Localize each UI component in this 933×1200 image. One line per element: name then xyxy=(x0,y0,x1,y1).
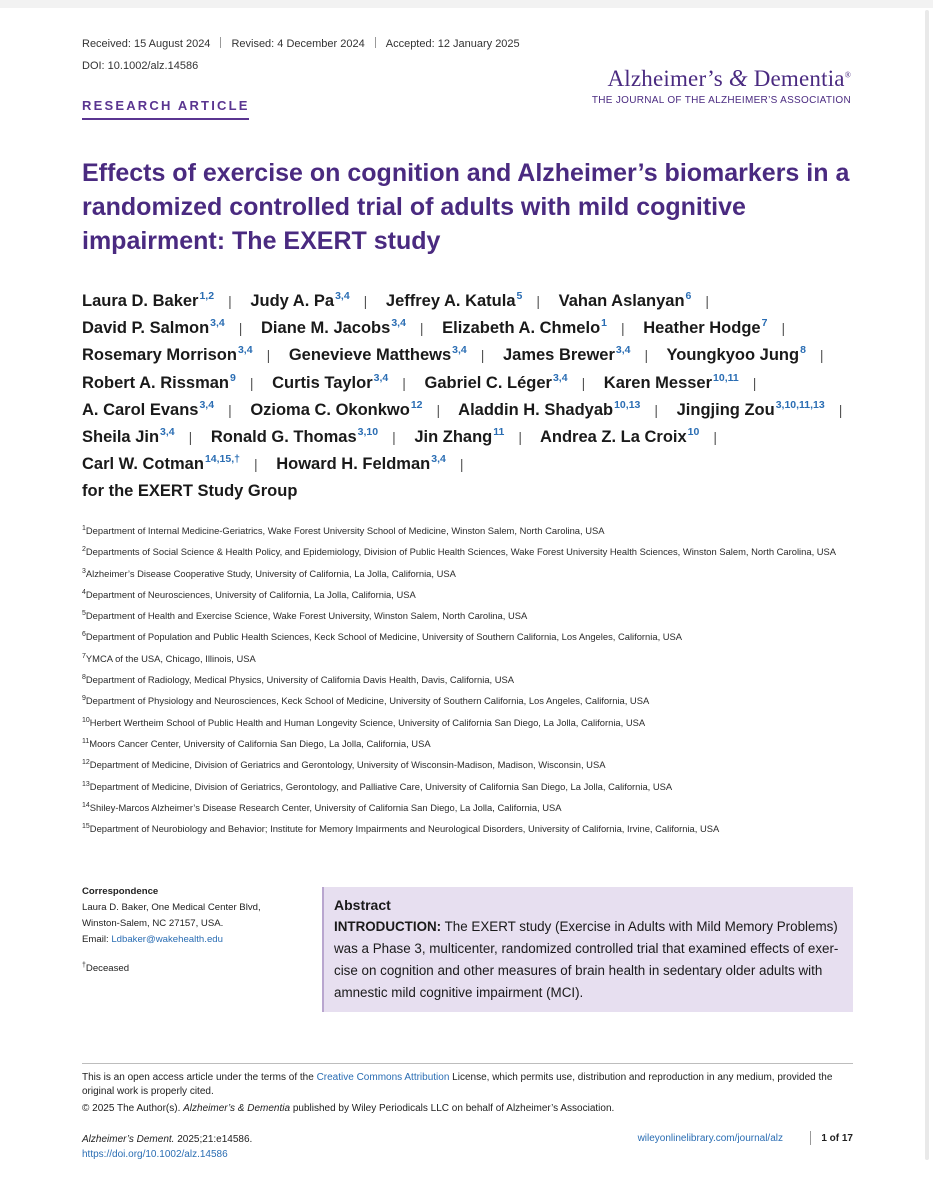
author-separator: | xyxy=(752,374,757,391)
author-separator: | xyxy=(781,320,786,337)
page-number: 1 of 17 xyxy=(821,1133,853,1144)
affiliation-item: $^1$Department of Internal Medicine-Geriatrics, Wake Forest University School of Medicine, Winston Salem, North Carolina, USA xyxy=(82,525,605,536)
author-name: Karen Messer$^{10,11}$ xyxy=(603,371,739,392)
journal-logo xyxy=(592,66,851,106)
author-name: Ronald G. Thomas$^{3,10}$ xyxy=(210,426,379,447)
author-separator: | xyxy=(266,347,271,364)
author-separator: | xyxy=(253,456,258,473)
author-name: Jingjing Zou$^{3,10,11,13}$ xyxy=(676,398,825,419)
author-affiliation-marker[interactable]: 14,15,† xyxy=(204,453,240,466)
author-separator: | xyxy=(188,429,193,446)
author-affiliation-marker[interactable]: 11 xyxy=(493,426,505,439)
author-separator: | xyxy=(238,320,243,337)
author-affiliation-marker[interactable]: 3,10,11,13 xyxy=(775,398,825,411)
author-affiliation-marker[interactable]: 3,4 xyxy=(452,344,467,357)
author-name: Rosemary Morrison$^{3,4}$ xyxy=(82,344,253,365)
article-type-underline xyxy=(82,118,249,120)
author-separator: | xyxy=(228,293,232,309)
affiliation-item: $^5$Department of Health and Exercise Science, Wake Forest University, Winston Salem, North Carolina, USA xyxy=(82,610,528,622)
affiliation-item: $^{13}$Department of Medicine, Division of Geriatrics, Gerontology, and Palliative Care, University of California San Diego, La Jolla, California, USA xyxy=(82,780,673,792)
author-separator: | xyxy=(536,293,540,309)
affiliation-item: $^{12}$Department of Medicine, Division of Geriatrics and Gerontology, University of Wisconsin-Madison, Madison, Wisconsin, USA xyxy=(82,759,606,771)
affiliation-item: $^4$Department of Neurosciences, University of California, La Jolla, California, USA xyxy=(82,588,416,600)
article-type: RESEARCH ARTICLE xyxy=(82,98,250,113)
correspondence-address: Laura D. Baker, One Medical Center Blvd, xyxy=(82,902,261,913)
author-separator: | xyxy=(392,429,396,446)
study-group: for the EXERT Study Group xyxy=(82,482,298,501)
affiliation-item: $^2$Departments of Social Science & Health Policy, and Epidemiology, Division of Public Health Sciences, Wake Forest University Health Sciences, Winston Salem, North Carolina, USA xyxy=(82,546,837,558)
author-name: Youngkyoo Jung$^8$ xyxy=(666,344,806,365)
date-separator xyxy=(375,37,376,48)
correspondence xyxy=(82,884,292,948)
affiliations-list xyxy=(82,524,852,843)
doi-link[interactable]: https://doi.org/10.1002/alz.14586 xyxy=(82,1148,228,1160)
author-name: Andrea Z. La Croix$^{10}$ xyxy=(539,426,700,447)
author-affiliation-marker[interactable]: 6 xyxy=(685,290,692,302)
author-separator: | xyxy=(436,401,441,418)
author-name: Laura D. Baker$^{1,2}$ xyxy=(82,290,215,310)
citation-volume: 2025;21:e14586. xyxy=(174,1134,253,1145)
author-separator: | xyxy=(838,401,843,418)
revised-date: Revised: 4 December 2024 xyxy=(231,38,365,50)
author-name: Jeffrey A. Katula$^5$ xyxy=(385,290,523,310)
scrollbar[interactable] xyxy=(925,10,929,1160)
author-name: Sheila Jin$^{3,4}$ xyxy=(82,426,175,447)
author-separator: | xyxy=(480,347,485,364)
abstract-heading: Abstract xyxy=(334,897,391,913)
email-label: Email: xyxy=(82,934,112,945)
author-affiliation-marker[interactable]: 10,13 xyxy=(614,398,641,411)
author-affiliation-marker[interactable]: 3,4 xyxy=(431,453,446,466)
viewer-top-strip xyxy=(0,0,933,8)
author-separator: | xyxy=(713,429,717,446)
affiliation-item: $^{10}$Herbert Wertheim School of Public Health and Human Longevity Science, University of California San Diego, La Jolla, California, USA xyxy=(82,716,646,728)
email-link[interactable]: Ldbaker@wakehealth.edu xyxy=(111,934,223,945)
author-separator: | xyxy=(621,320,625,337)
author-name: Gabriel C. Léger$^{3,4}$ xyxy=(424,371,568,392)
author-affiliation-marker[interactable]: 3,4 xyxy=(199,398,215,411)
author-name: James Brewer$^{3,4}$ xyxy=(502,344,631,365)
author-name: Robert A. Rissman$^9$ xyxy=(82,371,236,392)
author-affiliation-marker[interactable]: 8 xyxy=(800,344,806,357)
journal-subtitle: THE JOURNAL OF THE ALZHEIMER’S ASSOCIATION xyxy=(591,95,851,106)
affiliation-item: $^7$YMCA of the USA, Chicago, Illinois, USA xyxy=(82,652,256,664)
author-separator: | xyxy=(419,320,424,337)
author-affiliation-marker[interactable]: 3,4 xyxy=(552,371,568,384)
license-link[interactable]: Creative Commons Attribution xyxy=(316,1072,450,1083)
author-name: Carl W. Cotman$^{14,15,\dagger}$ xyxy=(82,453,240,474)
author-list xyxy=(82,288,862,506)
author-affiliation-marker[interactable]: 3,4 xyxy=(615,344,631,357)
affiliation-item: $^9$Department of Physiology and Neurosciences, Keck School of Medicine, University of Southern California, Los Angeles, California, USA xyxy=(82,695,650,707)
author-affiliation-marker[interactable]: 10 xyxy=(687,426,700,439)
copyright: © 2025 The Author(s). Alzheimer’s & Dementia published by Wiley Periodicals LLC on behalf of Alzheimer’s Association. xyxy=(82,1103,615,1114)
author-affiliation-marker[interactable]: 10,11 xyxy=(713,371,739,384)
deceased-note: †Deceased xyxy=(82,962,130,974)
author-name: Judy A. Pa$^{3,4}$ xyxy=(250,290,350,310)
author-name: Diane M. Jacobs$^{3,4}$ xyxy=(261,317,406,338)
abstract-text xyxy=(334,916,843,1004)
doi: DOI: 10.1002/alz.14586 xyxy=(82,60,199,72)
author-name: Curtis Taylor$^{3,4}$ xyxy=(272,371,389,392)
author-affiliation-marker[interactable]: 3,10 xyxy=(357,426,379,439)
author-separator: | xyxy=(819,347,824,364)
author-separator: | xyxy=(363,293,368,309)
author-affiliation-marker[interactable]: 3,4 xyxy=(160,426,175,439)
affiliation-item: $^6$Department of Population and Public Health Sciences, Keck School of Medicine, University of Southern California, Los Angeles, California, USA xyxy=(82,631,683,643)
author-affiliation-marker[interactable]: 5 xyxy=(516,290,523,302)
citation xyxy=(82,1133,252,1162)
author-separator: | xyxy=(249,374,254,391)
author-affiliation-marker[interactable]: 1,2 xyxy=(199,290,215,302)
author-separator: | xyxy=(654,401,659,418)
abstract-section-label: INTRODUCTION: xyxy=(334,919,442,934)
author-name: Elizabeth A. Chmelo$^1$ xyxy=(442,317,607,338)
abstract-body: The EXERT study (Exercise in Adults with Mild Memory Problems) was a Phase 3, multicenter, randomized controlled trial that examined effects of exer-cise on cognition and other measures of brain health in sedentary older adults with amnestic mild cognitive impairment (MCI). xyxy=(334,919,839,1000)
author-name: Jin Zhang$^{11}$ xyxy=(414,426,505,447)
publication-dates xyxy=(82,37,520,50)
affiliation-item: $^{11}$Moors Cancer Center, University of California San Diego, La Jolla, California, USA xyxy=(82,737,431,749)
affiliation-item: $^3$Alzheimer’s Disease Cooperative Study, University of California, La Jolla, California, USA xyxy=(82,567,456,579)
author-affiliation-marker[interactable]: 3,4 xyxy=(237,344,253,357)
license-statement: This is an open access article under the terms of the Creative Commons Attribution License, which permits use, distribution and reproduction in any medium, provided the original work is properly cited. xyxy=(82,1072,833,1097)
footer-divider xyxy=(82,1063,853,1064)
author-name: A. Carol Evans$^{3,4}$ xyxy=(82,398,215,419)
affiliation-item: $^{15}$Department of Neurobiology and Behavior; Institute for Memory Impairments and Neurological Disorders, University of California, Irvine, California, USA xyxy=(82,823,720,835)
author-separator: | xyxy=(518,429,522,446)
author-separator: | xyxy=(402,374,406,391)
journal-site-link[interactable]: wileyonlinelibrary.com/journal/alz xyxy=(637,1133,783,1144)
author-name: Aladdin H. Shadyab$^{10,13}$ xyxy=(458,398,641,419)
author-affiliation-marker[interactable]: 3,4 xyxy=(210,317,225,330)
received-date: Received: 15 August 2024 xyxy=(82,38,211,50)
citation-journal: Alzheimer’s Dement. xyxy=(82,1134,175,1145)
affiliation-item: $^8$Department of Radiology, Medical Physics, University of California Davis Health, Davis, California, USA xyxy=(82,674,515,686)
author-name: Howard H. Feldman$^{3,4}$ xyxy=(276,453,446,474)
correspondence-city: Winston-Salem, NC 27157, USA. xyxy=(82,918,224,929)
affiliation-item: $^{14}$Shiley-Marcos Alzheimer’s Disease Research Center, University of California San Diego, La Jolla, California, USA xyxy=(82,801,562,813)
correspondence-heading: Correspondence xyxy=(82,886,159,897)
author-separator: | xyxy=(228,401,232,418)
author-separator: | xyxy=(459,456,464,473)
author-name: Heather Hodge$^7$ xyxy=(643,317,768,338)
article-title: Effects of exercise on cognition and Alzheimer’s biomarkers in a randomized controlled trial of adults with mild cognitive impairment: The EXERT study xyxy=(82,159,850,255)
author-affiliation-marker[interactable]: 12 xyxy=(410,398,423,411)
author-affiliation-marker[interactable]: 3,4 xyxy=(335,290,350,302)
date-separator xyxy=(220,37,221,48)
footer-separator xyxy=(810,1131,811,1145)
author-separator: | xyxy=(705,293,710,309)
author-affiliation-marker[interactable]: 3,4 xyxy=(391,317,406,330)
author-affiliation-marker[interactable]: 9 xyxy=(230,371,236,384)
abstract-box xyxy=(322,887,853,1012)
author-name: Vahan Aslanyan$^6$ xyxy=(558,290,692,310)
author-affiliation-marker[interactable]: 1 xyxy=(601,317,607,330)
author-affiliation-marker[interactable]: 7 xyxy=(761,317,768,330)
accepted-date: Accepted: 12 January 2025 xyxy=(385,38,520,50)
author-name: Ozioma C. Okonkwo$^{12}$ xyxy=(250,398,423,419)
author-name: Genevieve Matthews$^{3,4}$ xyxy=(288,344,467,365)
author-separator: | xyxy=(644,347,649,364)
author-separator: | xyxy=(581,374,586,391)
author-name: David P. Salmon$^{3,4}$ xyxy=(82,317,225,338)
author-affiliation-marker[interactable]: 3,4 xyxy=(373,371,389,384)
journal-name: Alzheimer’s & Dementia® xyxy=(607,66,851,92)
